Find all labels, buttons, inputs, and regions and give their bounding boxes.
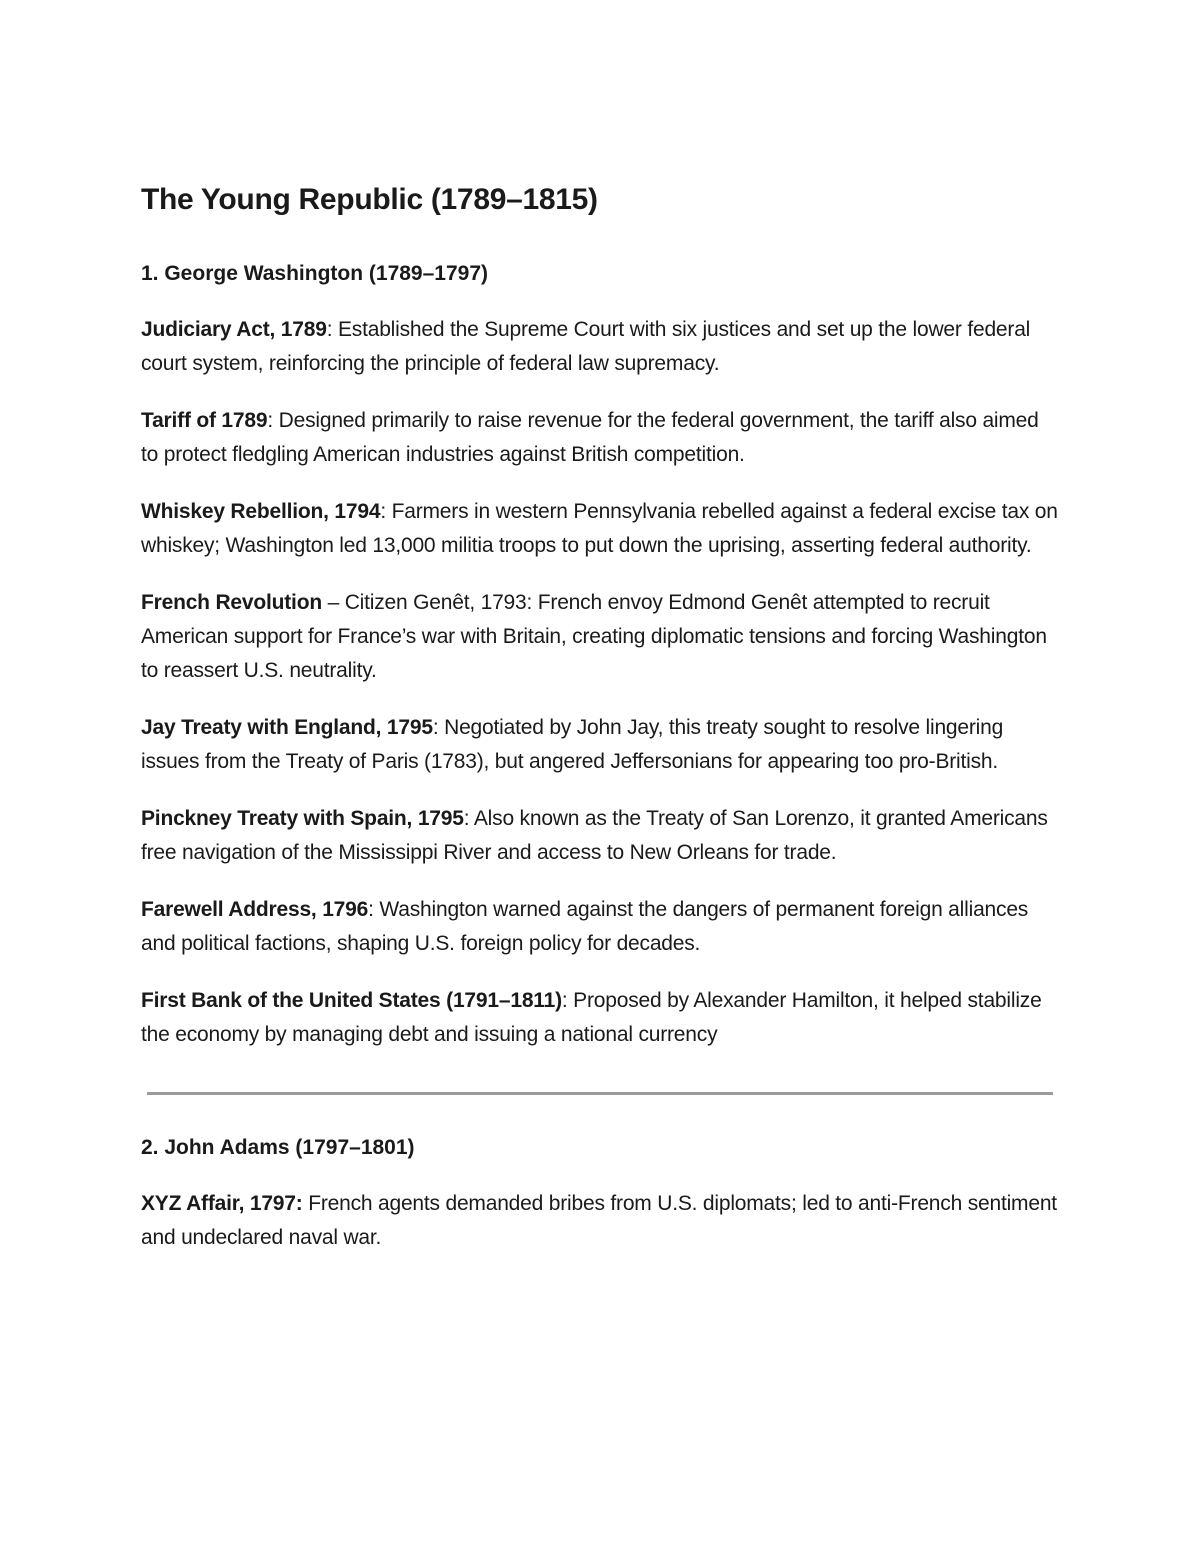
entry-judiciary-act [141, 313, 1061, 381]
entry-jay-treaty [141, 711, 1061, 779]
entry-text: Washington warned against the dangers of permanent foreign alliances and political factions, shaping U.S. foreign policy for decades. [141, 898, 1029, 955]
entry-term: Judiciary Act, 1789 [141, 318, 327, 341]
entry-text: – Citizen Genêt, 1793: French envoy Edmond Genêt attempted to recruit American support for France’s war with Britain, creating diplomatic tensions and forcing Washington to reassert U.S. neutrality. [141, 591, 1047, 682]
entry-text: Negotiated by John Jay, this treaty sought to resolve lingering issues from the Treaty of Paris (1783), but angered Jeffersonians for appearing too pro-British. [141, 716, 1004, 773]
entry-first-bank [141, 984, 1061, 1052]
document-page [141, 178, 1061, 1278]
entry-term: Pinckney Treaty with Spain, 1795 [141, 807, 464, 830]
entry-text: French agents demanded bribes from U.S. diplomats; led to anti-French sentiment and undeclared naval war. [141, 1192, 1057, 1249]
entry-tariff-1789 [141, 404, 1061, 472]
section-heading: 2. John Adams (1797–1801) [141, 1136, 415, 1159]
entry-text: Designed primarily to raise revenue for the federal government, the tariff also aimed to protect fledgling American industries against British competition. [141, 409, 1039, 466]
entry-term: Farewell Address, 1796 [141, 898, 369, 921]
entry-term: Jay Treaty with England, 1795 [141, 716, 433, 739]
entry-separator: : [326, 318, 333, 341]
entry-separator: : [380, 500, 386, 523]
entry-term: Whiskey Rebellion, 1794 [141, 500, 381, 523]
entry-term: XYZ Affair, 1797: [141, 1192, 303, 1215]
entry-term: First Bank of the United States (1791–1811) [141, 989, 562, 1012]
document-title: The Young Republic (1789–1815) [141, 183, 598, 216]
entry-separator: : [432, 716, 439, 739]
entry-separator: : [463, 807, 470, 830]
section-divider [147, 1092, 1053, 1095]
entry-term: French Revolution [141, 591, 322, 614]
entry-text: Established the Supreme Court with six justices and set up the lower federal court system, reinforcing the principle of federal law supremacy. [141, 318, 1031, 375]
entry-french-revolution [141, 586, 1061, 688]
entry-xyz-affair [141, 1187, 1061, 1255]
entry-text: Farmers in western Pennsylvania rebelled against a federal excise tax on whiskey; Washington led 13,000 militia troops to put down the uprising, asserting federal authority. [141, 500, 1058, 557]
entry-whiskey-rebellion [141, 495, 1061, 563]
entry-separator: : [267, 409, 273, 432]
entry-pinckney-treaty [141, 802, 1061, 870]
entry-term: Tariff of 1789 [141, 409, 268, 432]
entry-text: Proposed by Alexander Hamilton, it helped stabilize the economy by managing debt and issuing a national currency [141, 989, 1042, 1046]
section-washington [141, 259, 1061, 1052]
entry-separator: : [368, 898, 374, 921]
section-heading: 1. George Washington (1789–1797) [141, 262, 489, 285]
entry-text: Also known as the Treaty of San Lorenzo, it granted Americans free navigation of the Mississippi River and access to New Orleans for trade. [141, 807, 1048, 864]
entry-farewell-address [141, 893, 1061, 961]
section-adams [141, 1133, 1061, 1255]
entry-separator: : [561, 989, 568, 1012]
